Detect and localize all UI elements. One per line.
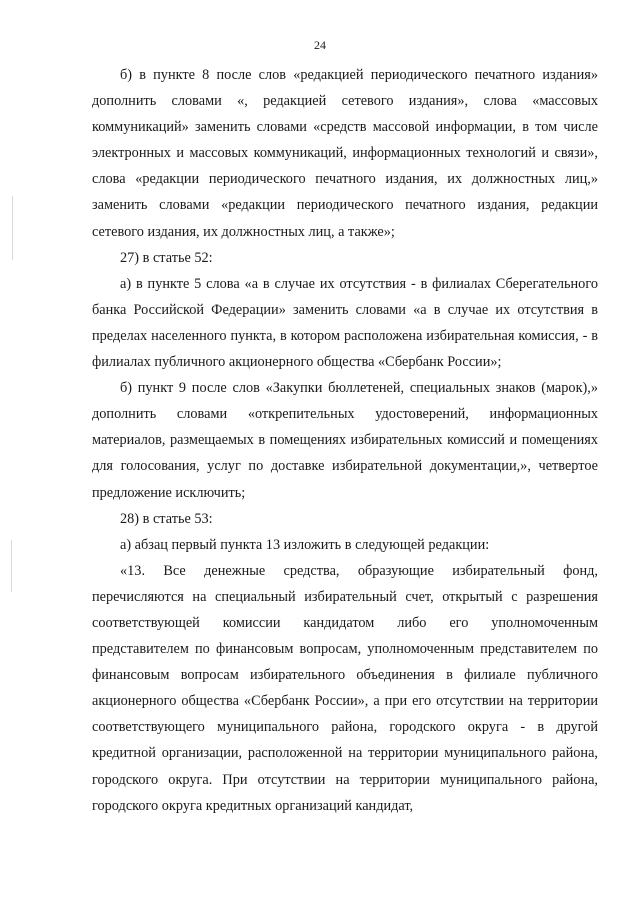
scan-artifact-line (11, 540, 12, 592)
paragraph-amendment-b-point-9: б) пункт 9 после слов «Закупки бюллетеней, специальных знаков (марок),» дополнить словами «открепительных удостоверений, информационных материалов, размещаемых в помещениях избирательных комиссий и помещениях для голосования, услуг по доставке избирательной документации,», четвертое предложение исключить; (92, 380, 598, 501)
page-number: 24 (314, 38, 326, 52)
document-body (92, 62, 598, 819)
paragraph-amendment-a-point-5: а) в пункте 5 слова «а в случае их отсутствия - в филиалах Сберегательного банка Российской Федерации» заменить словами «а в случае их отсутствия в пределах населенного пункта, в котором расположена избирательная комиссия, - в филиалах публичного акционерного общества «Сбербанк России»; (92, 275, 598, 371)
paragraph-amendment-a-point-13: а) абзац первый пункта 13 изложить в следующей редакции: (120, 536, 490, 553)
paragraph-item-28-heading: 28) в статье 53: (120, 510, 213, 527)
paragraph-amendment-b-point-8: б) в пункте 8 после слов «редакцией периодического печатного издания» дополнить словами «, редакцией сетевого издания», слова «массовых коммуникаций» заменить словами «средств массовой информации, в том числе электронных и массовых коммуникаций, информационных технологий и связи», слова «редакции периодического печатного издания, их должностных лиц,» заменить словами «редакции периодического печатного издания, редакции сетевого издания, их должностных лиц, а также»; (92, 67, 598, 240)
scan-artifact-line (12, 196, 13, 260)
paragraph-item-27-heading: 27) в статье 52: (120, 249, 213, 266)
paragraph-point-13-text: «13. Все денежные средства, образующие избирательный фонд, перечисляются на специальный избирательный счет, открытый с разрешения соответствующей комиссии кандидатом либо его уполномоченным представителем по финансовым вопросам, уполномоченным представителем по финансовым вопросам избирательного объединения в филиале публичного акционерного общества «Сбербанк России», а при его отсутствии на территории соответствующего муниципального района, городского округа - в другой кредитной организации, расположенной на территории муниципального района, городского округа. При отсутствии на территории муниципального района, городского округа кредитных организаций кандидат, (92, 562, 598, 814)
